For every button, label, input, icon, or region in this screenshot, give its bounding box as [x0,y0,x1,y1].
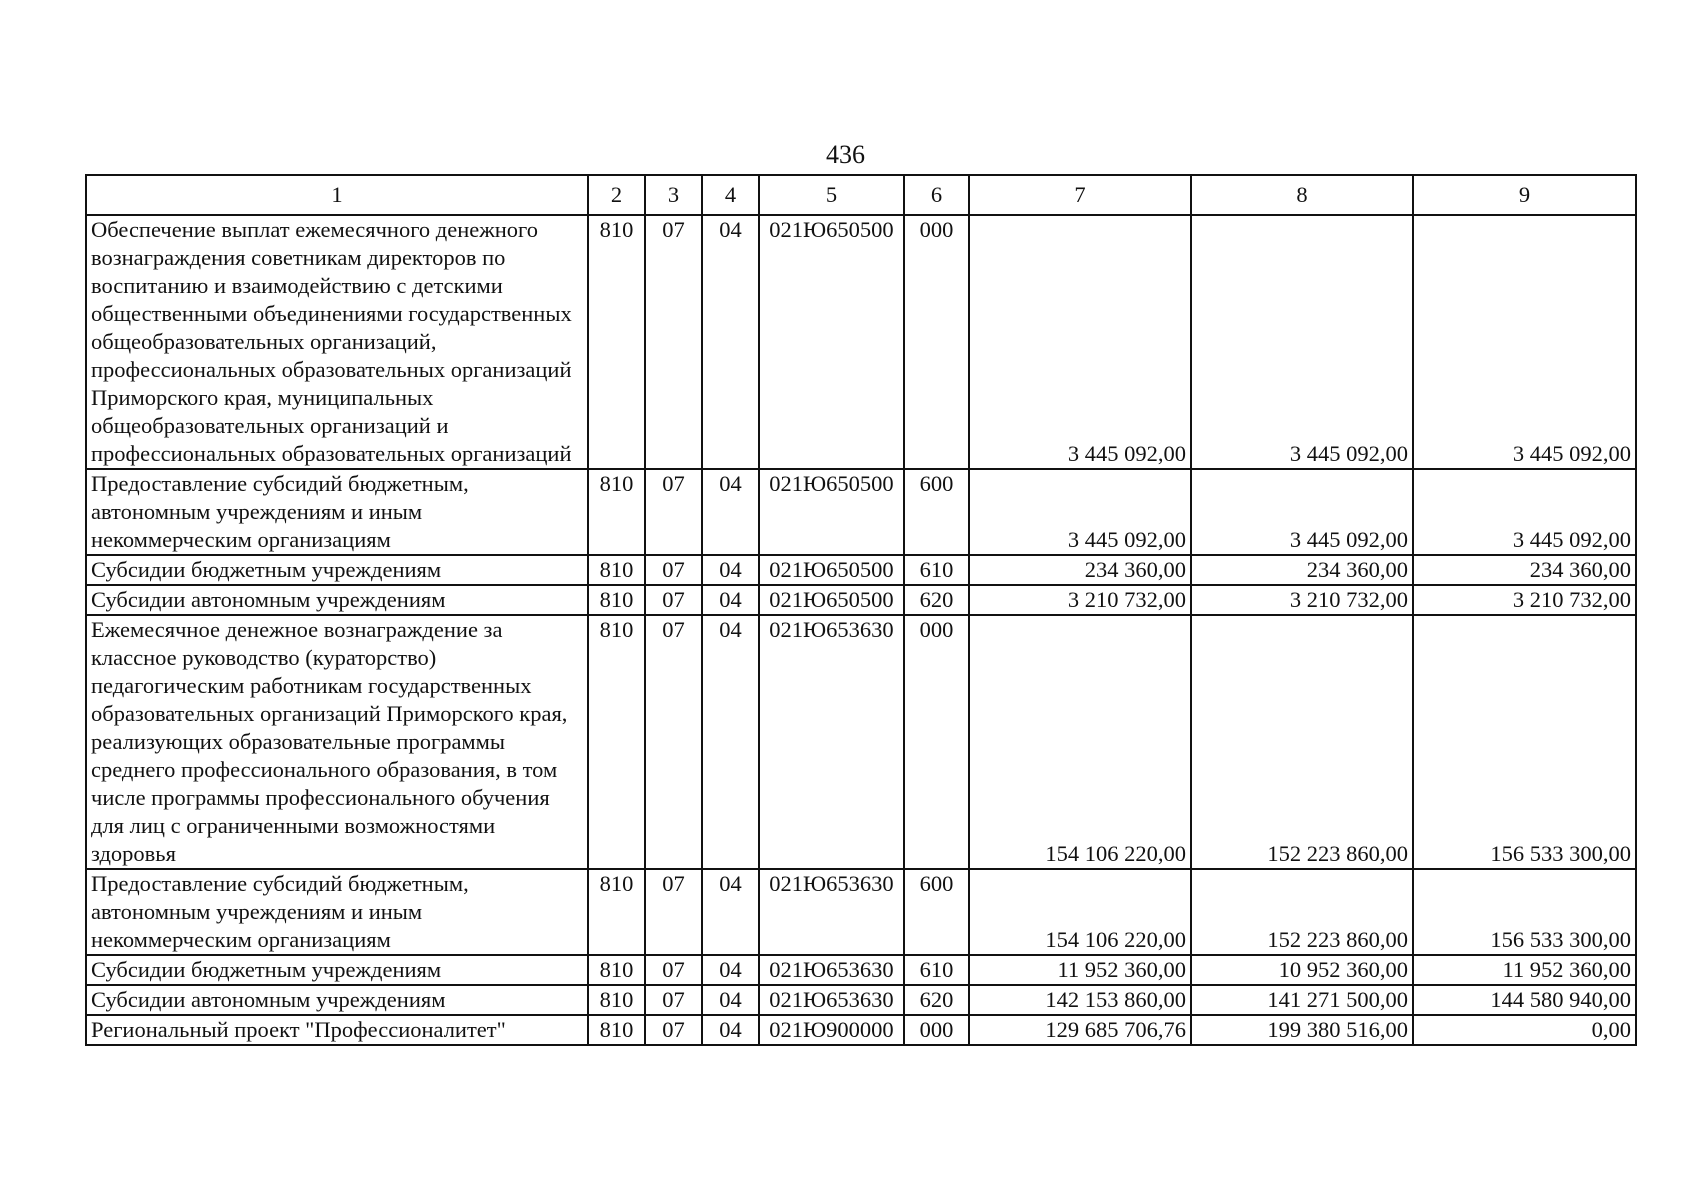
row-cell-5: 021Ю650500 [759,469,904,555]
row-cell-2: 810 [588,555,645,585]
row-cell-5: 021Ю650500 [759,555,904,585]
row-cell-7: 234 360,00 [969,555,1191,585]
row-name-cell: Региональный проект "Профессионалитет" [86,1015,588,1045]
row-name-cell: Субсидии автономным учреждениям [86,585,588,615]
header-cell-7: 7 [969,175,1191,215]
row-cell-6: 600 [904,869,969,955]
row-cell-7: 3 445 092,00 [969,215,1191,469]
table-row [86,469,1636,555]
row-cell-7: 3 210 732,00 [969,585,1191,615]
row-cell-5: 021Ю653630 [759,615,904,869]
row-cell-2: 810 [588,585,645,615]
row-cell-6: 000 [904,615,969,869]
row-cell-7: 142 153 860,00 [969,985,1191,1015]
row-cell-4: 04 [702,585,759,615]
row-cell-2: 810 [588,215,645,469]
row-cell-9: 156 533 300,00 [1413,869,1636,955]
row-cell-5: 021Ю650500 [759,215,904,469]
row-cell-4: 04 [702,1015,759,1045]
row-cell-3: 07 [645,585,702,615]
row-cell-5: 021Ю653630 [759,985,904,1015]
table-row [86,555,1636,585]
row-cell-5: 021Ю650500 [759,585,904,615]
row-cell-2: 810 [588,469,645,555]
row-cell-8: 141 271 500,00 [1191,985,1413,1015]
budget-table [85,174,1637,1046]
row-cell-7: 3 445 092,00 [969,469,1191,555]
header-cell-8: 8 [1191,175,1413,215]
row-cell-9: 144 580 940,00 [1413,985,1636,1015]
row-cell-6: 610 [904,555,969,585]
row-cell-9: 234 360,00 [1413,555,1636,585]
row-name-cell: Субсидии автономным учреждениям [86,985,588,1015]
row-cell-4: 04 [702,469,759,555]
header-cell-9: 9 [1413,175,1636,215]
page-number: 436 [826,140,865,169]
row-cell-8: 3 445 092,00 [1191,469,1413,555]
header-cell-6: 6 [904,175,969,215]
row-cell-4: 04 [702,555,759,585]
row-cell-4: 04 [702,985,759,1015]
row-cell-6: 620 [904,585,969,615]
row-cell-3: 07 [645,955,702,985]
header-cell-1: 1 [86,175,588,215]
row-name-cell: Обеспечение выплат ежемесячного денежного вознаграждения советникам директоров по воспитанию и взаимодействию с детскими общественными объединениями государственных общеобразовательных организаций, профессиональных образовательных организаций Приморского края, муниципальных общеобразовательных организаций и профессиональных образовательных организаций [86,215,588,469]
table-row [86,869,1636,955]
row-cell-5: 021Ю653630 [759,869,904,955]
row-cell-4: 04 [702,869,759,955]
row-cell-8: 3 210 732,00 [1191,585,1413,615]
table-row [86,985,1636,1015]
row-cell-8: 199 380 516,00 [1191,1015,1413,1045]
row-cell-6: 600 [904,469,969,555]
row-cell-3: 07 [645,555,702,585]
row-cell-3: 07 [645,985,702,1015]
row-cell-7: 11 952 360,00 [969,955,1191,985]
header-row [86,175,1636,215]
row-cell-9: 0,00 [1413,1015,1636,1045]
header-cell-3: 3 [645,175,702,215]
row-cell-3: 07 [645,469,702,555]
row-cell-6: 000 [904,1015,969,1045]
table-row [86,585,1636,615]
row-cell-6: 610 [904,955,969,985]
row-cell-8: 152 223 860,00 [1191,869,1413,955]
row-cell-2: 810 [588,985,645,1015]
row-cell-4: 04 [702,955,759,985]
row-cell-8: 152 223 860,00 [1191,615,1413,869]
row-cell-2: 810 [588,1015,645,1045]
row-cell-2: 810 [588,955,645,985]
row-cell-4: 04 [702,615,759,869]
row-name-cell: Предоставление субсидий бюджетным, автономным учреждениям и иным некоммерческим организациям [86,869,588,955]
row-name-cell: Предоставление субсидий бюджетным, автономным учреждениям и иным некоммерческим организациям [86,469,588,555]
row-cell-2: 810 [588,615,645,869]
row-cell-7: 154 106 220,00 [969,615,1191,869]
row-cell-3: 07 [645,1015,702,1045]
row-cell-9: 156 533 300,00 [1413,615,1636,869]
row-name-cell: Субсидии бюджетным учреждениям [86,555,588,585]
row-cell-7: 129 685 706,76 [969,1015,1191,1045]
row-cell-9: 3 210 732,00 [1413,585,1636,615]
row-cell-3: 07 [645,615,702,869]
row-cell-9: 3 445 092,00 [1413,215,1636,469]
row-cell-3: 07 [645,215,702,469]
table-row [86,955,1636,985]
row-cell-2: 810 [588,869,645,955]
row-cell-6: 000 [904,215,969,469]
row-cell-3: 07 [645,869,702,955]
row-name-cell: Субсидии бюджетным учреждениям [86,955,588,985]
header-cell-2: 2 [588,175,645,215]
row-cell-4: 04 [702,215,759,469]
row-cell-8: 3 445 092,00 [1191,215,1413,469]
row-cell-5: 021Ю900000 [759,1015,904,1045]
row-cell-8: 10 952 360,00 [1191,955,1413,985]
row-cell-9: 3 445 092,00 [1413,469,1636,555]
row-cell-7: 154 106 220,00 [969,869,1191,955]
row-cell-6: 620 [904,985,969,1015]
header-cell-4: 4 [702,175,759,215]
row-cell-5: 021Ю653630 [759,955,904,985]
row-cell-9: 11 952 360,00 [1413,955,1636,985]
row-cell-8: 234 360,00 [1191,555,1413,585]
row-name-cell: Ежемесячное денежное вознаграждение за классное руководство (кураторство) педагогическим работникам государственных образовательных организаций Приморского края, реализующих образовательные программы среднего профессионального образования, в том числе программы профессионального обучения для лиц с ограниченными возможностями здоровья [86,615,588,869]
table-row [86,1015,1636,1045]
table-row [86,215,1636,469]
header-cell-5: 5 [759,175,904,215]
table-row [86,615,1636,869]
